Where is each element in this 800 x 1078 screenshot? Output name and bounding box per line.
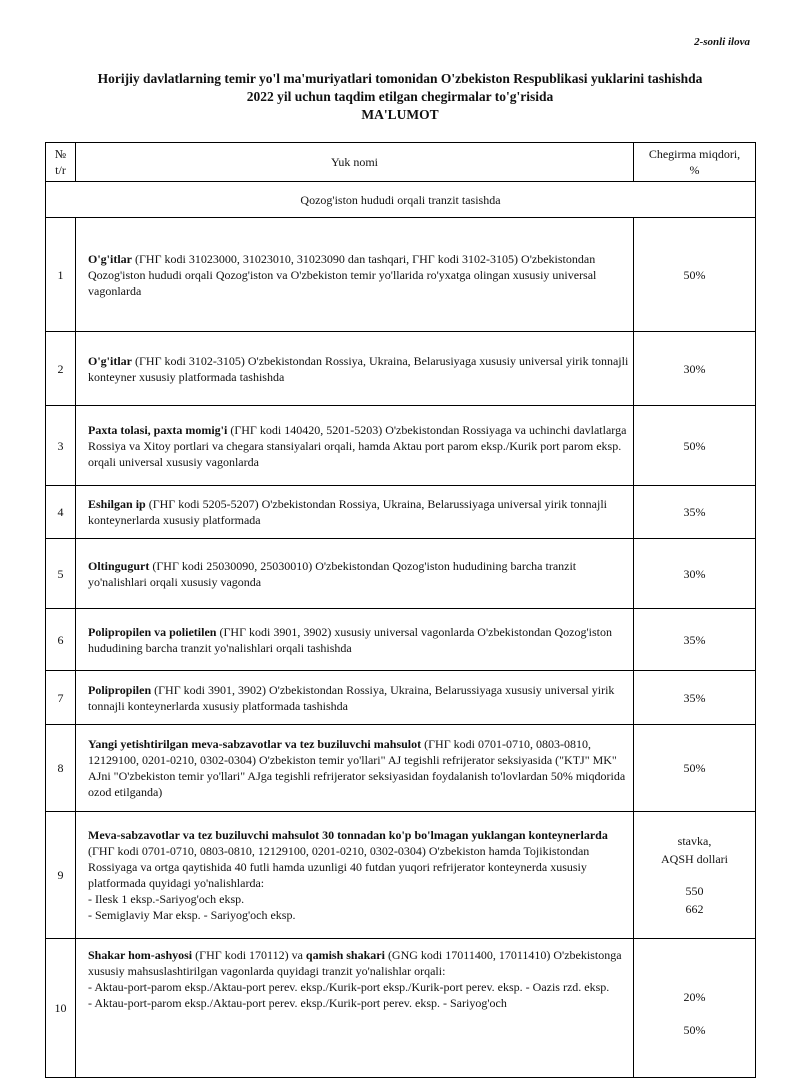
header-number-line2: t/r: [55, 163, 66, 177]
cargo-details: (ГНГ kodi 0701-0710, 0803-0810, 12129100, 0201-0210, 0302-0304) O'zbekiston temir yo'llari" AJ tegishli refrijerator seksiyasida ("KTJ" MK" AJni "O'zbekiston temir yo'llari" AJga tegishli refrijerator seksiyasidan foydalanish to'lovlardan 50% miqdorida ozod etilganda): [88, 737, 626, 799]
row-description: [76, 218, 634, 332]
cargo-details: (ГНГ kodi 3102-3105) O'zbekistondan Rossiya, Ukraina, Belarusiyaga xususiy universal yirik tonnajli konteyner xususiy platformada tashishda: [88, 353, 629, 384]
table-header-row: [46, 143, 756, 182]
cargo-name: Eshilgan ip: [88, 497, 146, 511]
cargo-name: Shakar hom-ashyosi: [88, 948, 193, 962]
row-number: 5: [46, 539, 76, 609]
row-description: [76, 812, 634, 939]
route-item: - Semiglaviy Mar eksp. - Sariyog'och eksp.: [88, 908, 296, 922]
cargo-name: O'g'itlar: [88, 251, 132, 266]
row-discount: 35%: [634, 671, 756, 725]
row-discount: 35%: [634, 486, 756, 539]
title-line-1: Horijiy davlatlarning temir yo'l ma'muriyatlari tomonidan O'zbekiston Respublikasi yuklarini tashishda: [97, 71, 703, 86]
row-description: [76, 539, 634, 609]
discount-table: [45, 142, 756, 1078]
cargo-details: (ГНГ kodi 3901, 3902) xususiy universal vagonlarda O'zbekistondan Qozog'iston hududining barcha tranzit yo'nalishlari orqali tashishda: [88, 624, 612, 655]
cargo-name: Oltingugurt: [88, 558, 150, 573]
header-cargo-name: Yuk nomi: [76, 143, 634, 182]
row-description: [76, 332, 634, 406]
section-row: [46, 182, 756, 218]
row-description: [76, 939, 634, 1078]
row-number: 8: [46, 725, 76, 812]
title-line-3: MA'LUMOT: [361, 107, 439, 122]
row-discount: 50%: [634, 218, 756, 332]
row-discount: 30%: [634, 332, 756, 406]
row-number: 10: [46, 939, 76, 1078]
table-row: [46, 486, 756, 539]
section-title: Qozog'iston hududi orqali tranzit tasishda: [46, 182, 756, 218]
document-title: [40, 70, 760, 124]
row-number: 7: [46, 671, 76, 725]
row-number: 2: [46, 332, 76, 406]
cargo-details: (ГНГ kodi 5205-5207) O'zbekistondan Rossiya, Ukraina, Belarussiyaga universal yirik tonnajli konteynerlarda xususiy platformada: [88, 497, 607, 527]
table-row: [46, 218, 756, 332]
cargo-details: (ГНГ kodi 25030090, 25030010) O'zbekistondan Qozog'iston hududining barcha tranzit yo'nalishlari orqali xususiy vagonda: [88, 558, 577, 589]
cargo-details: (ГНГ kodi 3901, 3902) O'zbekistondan Rossiya, Ukraina, Belarussiyaga xususiy universal yirik tonnajli konteynerlarda xususiy platformada tashishda: [88, 682, 615, 713]
title-line-2: 2022 yil uchun taqdim etilgan chegirmalar to'g'risida: [246, 89, 554, 104]
row-description: [76, 725, 634, 812]
table-row: [46, 671, 756, 725]
header-discount: [634, 143, 756, 182]
header-number-line1: №: [54, 147, 67, 161]
rate-label-line1: stavka,: [677, 834, 712, 848]
table-row: [46, 539, 756, 609]
table-row: [46, 812, 756, 939]
cargo-details: (ГНГ kodi 170112) va: [192, 948, 306, 962]
cargo-name: O'g'itlar: [88, 353, 132, 368]
row-description: [76, 406, 634, 486]
row-description: [76, 486, 634, 539]
table-row: [46, 939, 756, 1078]
row-number: 3: [46, 406, 76, 486]
cargo-name: Meva-sabzavotlar va tez buziluvchi mahsulot 30 tonnadan ko'p bo'lmagan yuklangan konteynerlarda: [88, 828, 608, 842]
row-discount: 50%: [634, 725, 756, 812]
cargo-name-secondary: qamish shakari: [305, 948, 385, 962]
route-item: - Ilesk 1 eksp.-Sariyog'och eksp.: [88, 892, 245, 906]
row-number: 1: [46, 218, 76, 332]
route-item: - Aktau-port-parom eksp./Aktau-port perev. eksp./Kurik-port eksp./Kurik-port perev. eksp. - Oazis rzd. eksp.: [88, 980, 610, 994]
row-discount: [634, 812, 756, 939]
row-description: [76, 671, 634, 725]
table-row: [46, 406, 756, 486]
discount-value: 50%: [683, 1023, 706, 1037]
table-row: [46, 609, 756, 671]
cargo-name: Polipropilen va polietilen: [88, 624, 217, 639]
row-discount: 35%: [634, 609, 756, 671]
cargo-details-secondary: (GNG kodi 17011400, 17011410) O'zbekistonga xususiy mahsuslashtirilgan vagonlarda quyidagi tranzit yo'nalishlar orqali:: [88, 948, 622, 978]
header-number: [46, 143, 76, 182]
header-discount-line2: %: [689, 163, 700, 177]
header-discount-line1: Chegirma miqdori,: [648, 147, 741, 161]
cargo-details: (ГНГ kodi 140420, 5201-5203) O'zbekistondan Rossiyaga va uchinchi davlatlarga Rossiya va Xitoy portlari va chegara stansiyalari orqali, hamda Aktau port parom eksp./Kurik port parom eksp. orqali universal xususiy vagonlarda: [88, 422, 627, 469]
row-discount: [634, 939, 756, 1078]
table-row: [46, 332, 756, 406]
row-discount: 50%: [634, 406, 756, 486]
cargo-name: Yangi yetishtirilgan meva-sabzavotlar va tez buziluvchi mahsulot: [88, 737, 422, 751]
rate-label-line2: AQSH dollari: [661, 852, 728, 866]
table-row: [46, 725, 756, 812]
appendix-label: 2-sonli ilova: [694, 36, 750, 48]
cargo-name: Paxta tolasi, paxta momig'i: [88, 422, 228, 437]
row-number: 9: [46, 812, 76, 939]
discount-value: 20%: [683, 990, 706, 1004]
row-description: [76, 609, 634, 671]
cargo-details: (ГНГ kodi 31023000, 31023010, 31023090 dan tashqari, ГНГ kodi 3102-3105) O'zbekistondan Qozog'iston hududi orqali Qozog'iston va O'zbekiston temir yo'llarida ro'yxatga olingan xususiy universal vagonlarda: [88, 251, 597, 298]
rate-value: 662: [685, 902, 704, 916]
cargo-details: (ГНГ kodi 0701-0710, 0803-0810, 12129100, 0201-0210, 0302-0304) O'zbekiston hamda Tojikistondan Rossiyaga va ortga qaytishida 40 futli hamda uzunligi 40 futdan yuqori refrijerator konteynerda xususiy platformada quyidagi yo'nalishlarda:: [88, 844, 590, 890]
row-discount: 30%: [634, 539, 756, 609]
rate-value: 550: [685, 884, 704, 898]
row-number: 4: [46, 486, 76, 539]
row-number: 6: [46, 609, 76, 671]
route-item: - Aktau-port-parom eksp./Aktau-port perev. eksp./Kurik-port perev. eksp. - Sariyog'och: [88, 996, 507, 1010]
cargo-name: Polipropilen: [88, 682, 152, 697]
